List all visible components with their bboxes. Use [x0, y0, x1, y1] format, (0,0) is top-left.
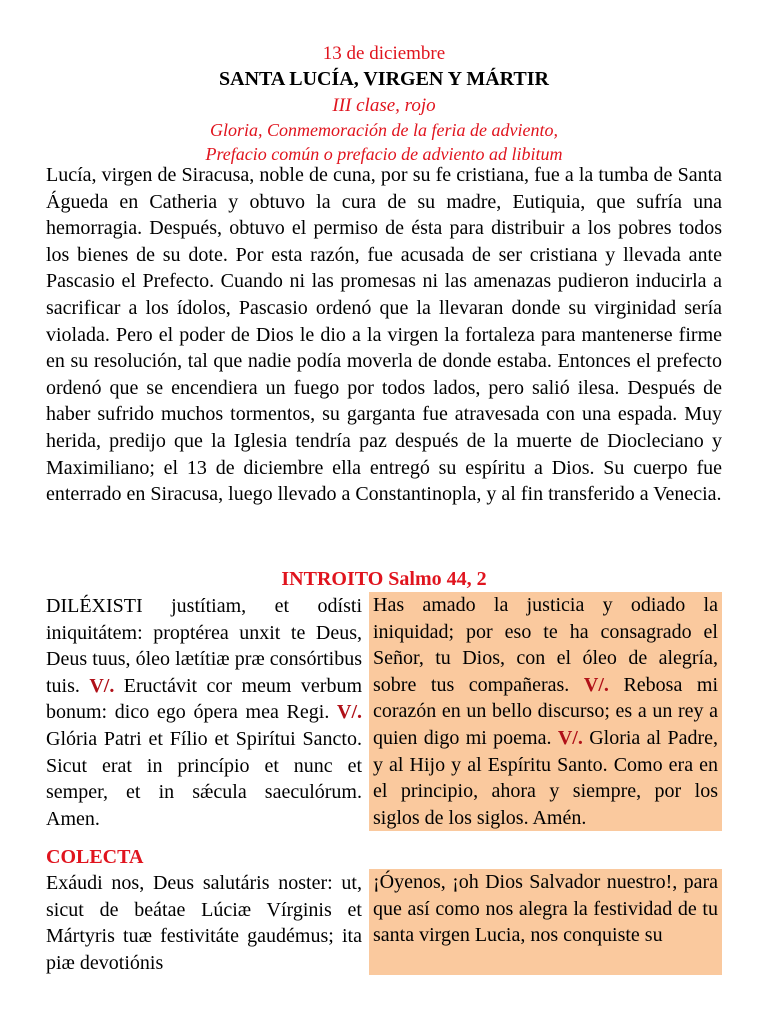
introito-latin: [46, 593, 362, 832]
versicle-mark: V/.: [583, 673, 609, 696]
rubric-notes: [0, 118, 768, 166]
introito-latin-part-3: Glória Patri et Fílio et Spirítui Sancto. Sicut erat in princípio et nunc et semper, et in sǽcula saeculórum. Amen.: [46, 727, 362, 830]
introito-latin-part-1: DILÉXISTI justítiam, et odísti iniquitátem: proptérea unxit te Deus, Deus tuus, óleo lætítiæ præ consórtibus tuis.: [46, 595, 362, 697]
introito-spanish-part-1: Has amado la justicia y odiado la iniquidad; por eso te ha consagrado el Señor, tu Dios, con el óleo de alegría, sobre tus compañeras.: [373, 594, 718, 696]
colecta-latin: Exáudi nos, Deus salutáris noster: ut, sicut de beátae Lúciæ Vírginis et Mártyris tuæ festivitáte gaudémus; ita piæ devotiónis: [46, 872, 362, 974]
versicle-mark: V/.: [557, 726, 583, 749]
rubric-note-2: Prefacio común o prefacio de adviento ad libitum: [205, 144, 563, 164]
colecta-spanish-box: ¡Óyenos, ¡oh Dios Salvador nuestro!, para que así como nos alegra la festividad de tu santa virgen Lucia, nos conquiste su: [369, 869, 722, 975]
introito-heading: INTROITO Salmo 44, 2: [281, 568, 487, 590]
introito-spanish-part-3: Gloria al Padre, y al Hijo y al Espíritu Santo. Como era en el principio, ahora y siempre, por los siglos de los siglos. Amén.: [373, 726, 718, 829]
introito-spanish-box: [369, 592, 722, 831]
feast-title: SANTA LUCÍA, VIRGEN Y MÁRTIR: [219, 68, 549, 90]
introito-latin-part-2: Eructávit cor meum verbum bonum: dico ego ópera mea Regi.: [46, 674, 363, 724]
versicle-mark: V/.: [89, 674, 115, 697]
colecta-heading: COLECTA: [46, 846, 144, 868]
rubric-note-1: Gloria, Conmemoración de la feria de adviento,: [210, 120, 558, 140]
versicle-mark: V/.: [337, 701, 363, 724]
feast-date: 13 de diciembre: [322, 43, 446, 64]
introito-spanish-part-2: Rebosa mi corazón en un bello discurso; es a un rey a quien digo mi poema.: [373, 673, 719, 749]
biography-paragraph: Lucía, virgen de Siracusa, noble de cuna, por su fe cristiana, fue a la tumba de Santa Águeda en Catheria y obtuvo la cura de su madre, Eutiquia, que sufría una hemorragia. Después, obtuvo el permiso de ésta para distribuir a los pobres todos los bienes de su dote. Por esta razón, fue acusada de ser cristiana y llevada ante Pascasio el Prefecto. Cuando ni las promesas ni las amenazas pudieron inducirla a sacrificar a los ídolos, Pascasio ordenó que la llevaran donde su virginidad sería violada. Pero el poder de Dios le dio a la virgen la fortaleza para mantenerse firme en su resolución, tal que nadie podía moverla de donde estaba. Entonces el prefecto ordenó que se encendiera un fuego por todos lados, pero salió ilesa. Después de haber sufrido muchos tormentos, su garganta fue atravesada con una espada. Muy herida, predijo que la Iglesia tendría paz después de la muerte de Diocleciano y Maximiliano; el 13 de diciembre ella entregó su espíritu a Dios. Su cuerpo fue enterrado en Siracusa, luego llevado a Constantinopla, y al fin transferido a Venecia.: [46, 164, 722, 506]
feast-class: III clase, rojo: [332, 95, 436, 116]
